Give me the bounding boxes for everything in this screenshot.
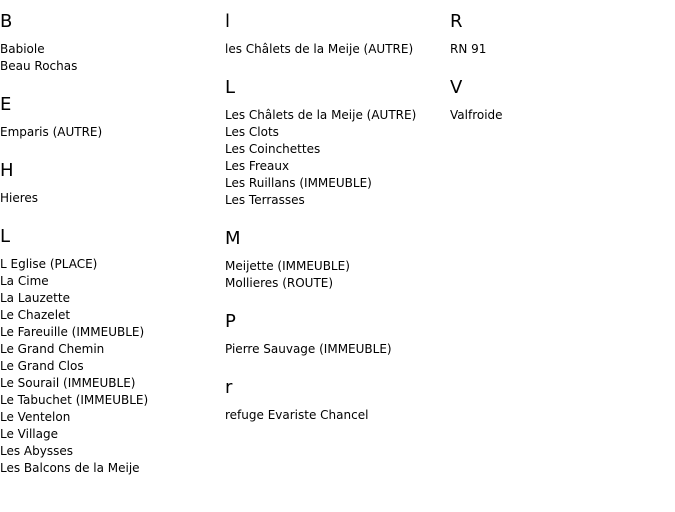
entry-list bbox=[225, 341, 447, 358]
list-item[interactable]: Les Terrasses bbox=[225, 193, 305, 207]
letter-heading: B bbox=[0, 11, 13, 32]
list-item[interactable]: RN 91 bbox=[450, 42, 487, 56]
list-item[interactable]: Valfroide bbox=[450, 108, 503, 122]
list-item[interactable]: Emparis (AUTRE) bbox=[0, 125, 103, 139]
letter-group bbox=[0, 149, 222, 215]
letter-heading: E bbox=[0, 94, 12, 115]
list-item[interactable]: L Eglise (PLACE) bbox=[0, 257, 98, 271]
letter-group bbox=[225, 66, 447, 217]
list-item[interactable]: Beau Rochas bbox=[0, 59, 78, 73]
letter-heading: R bbox=[450, 11, 463, 32]
entry-list bbox=[225, 258, 447, 292]
entry-list bbox=[225, 41, 447, 58]
entry-list bbox=[0, 190, 222, 207]
list-item[interactable]: Les Freaux bbox=[225, 159, 290, 173]
entry-list bbox=[450, 107, 672, 124]
letter-heading: P bbox=[225, 311, 236, 332]
list-item[interactable]: Les Coinchettes bbox=[225, 142, 321, 156]
entry-list bbox=[0, 124, 222, 141]
list-item[interactable]: Le Chazelet bbox=[0, 308, 71, 322]
letter-group bbox=[0, 83, 222, 149]
list-item[interactable]: Le Village bbox=[0, 427, 58, 441]
list-item[interactable]: La Lauzette bbox=[0, 291, 70, 305]
list-item[interactable]: Le Grand Clos bbox=[0, 359, 84, 373]
list-item[interactable]: Le Ventelon bbox=[0, 410, 71, 424]
list-item[interactable]: Le Grand Chemin bbox=[0, 342, 105, 356]
list-item[interactable]: Les Balcons de la Meije bbox=[0, 461, 140, 475]
list-item[interactable]: Les Abysses bbox=[0, 444, 73, 458]
index-column-3 bbox=[450, 0, 672, 132]
letter-heading: L bbox=[0, 226, 11, 247]
letter-heading: M bbox=[225, 228, 241, 249]
index-column-1 bbox=[0, 0, 222, 485]
letter-heading: l bbox=[225, 11, 231, 32]
list-item[interactable]: Les Clots bbox=[225, 125, 279, 139]
list-item[interactable]: Les Ruillans (IMMEUBLE) bbox=[225, 176, 372, 190]
list-item[interactable]: Hieres bbox=[0, 191, 39, 205]
letter-heading: H bbox=[0, 160, 14, 181]
letter-group bbox=[225, 0, 447, 66]
list-item[interactable]: Le Fareuille (IMMEUBLE) bbox=[0, 325, 145, 339]
letter-group bbox=[450, 66, 672, 132]
letter-group bbox=[225, 217, 447, 300]
list-item[interactable]: Le Tabuchet (IMMEUBLE) bbox=[0, 393, 149, 407]
letter-group bbox=[225, 300, 447, 366]
list-item[interactable]: Mollieres (ROUTE) bbox=[225, 276, 334, 290]
entry-list bbox=[0, 41, 222, 75]
entry-list bbox=[0, 256, 222, 477]
entry-list bbox=[225, 107, 447, 209]
letter-heading: r bbox=[225, 377, 233, 398]
letter-group bbox=[225, 366, 447, 432]
letter-heading: V bbox=[450, 77, 463, 98]
list-item[interactable]: les Châlets de la Meije (AUTRE) bbox=[225, 42, 414, 56]
list-item[interactable]: Meijette (IMMEUBLE) bbox=[225, 259, 350, 273]
list-item[interactable]: refuge Evariste Chancel bbox=[225, 408, 369, 422]
letter-group bbox=[450, 0, 672, 66]
list-item[interactable]: Pierre Sauvage (IMMEUBLE) bbox=[225, 342, 392, 356]
letter-heading: L bbox=[225, 77, 236, 98]
entry-list bbox=[450, 41, 672, 58]
list-item[interactable]: Les Châlets de la Meije (AUTRE) bbox=[225, 108, 417, 122]
list-item[interactable]: Le Sourail (IMMEUBLE) bbox=[0, 376, 136, 390]
list-item[interactable]: La Cime bbox=[0, 274, 49, 288]
letter-group bbox=[0, 0, 222, 83]
letter-group bbox=[0, 215, 222, 485]
index-column-2 bbox=[225, 0, 447, 432]
entry-list bbox=[225, 407, 447, 424]
list-item[interactable]: Babiole bbox=[0, 42, 45, 56]
